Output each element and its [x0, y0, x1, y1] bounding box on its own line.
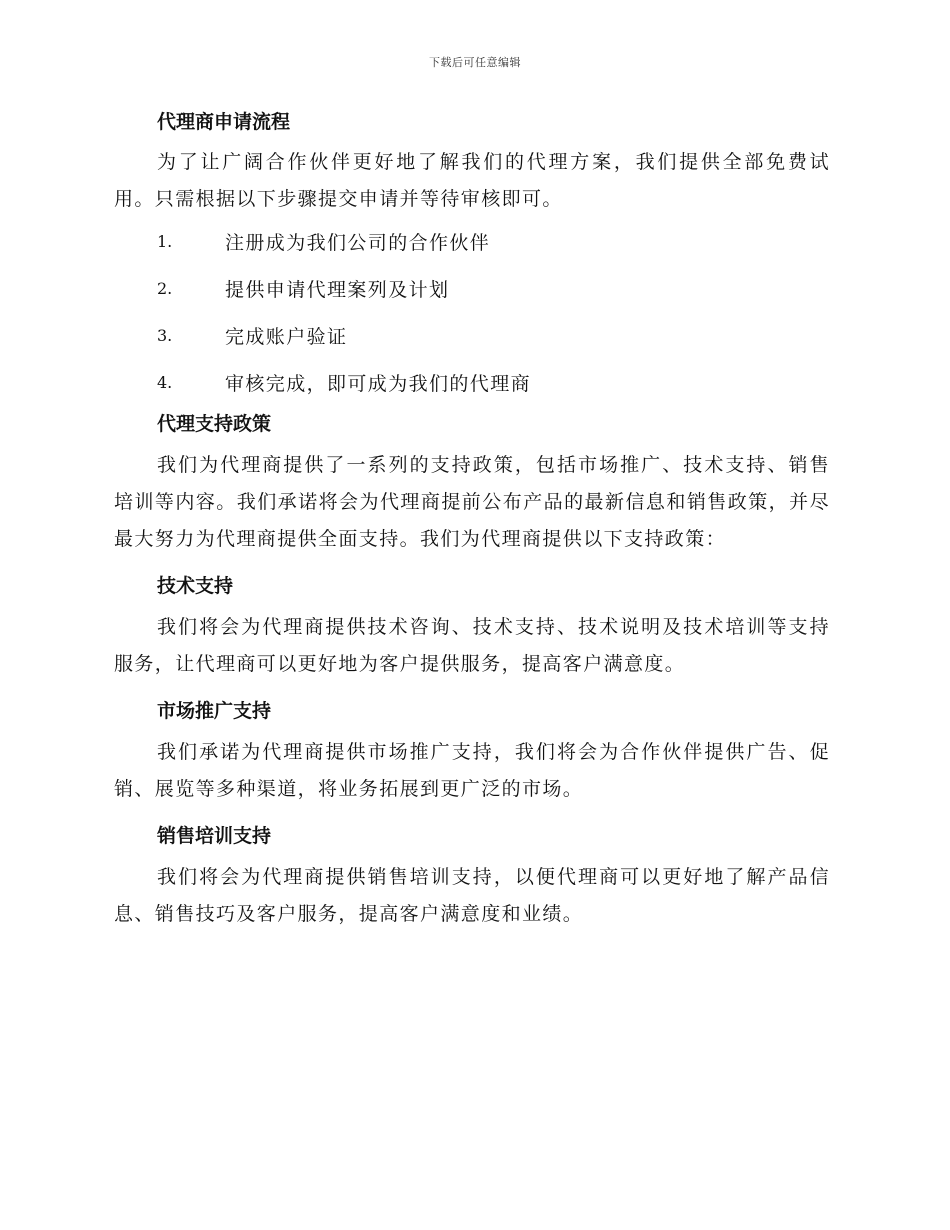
- policy-paragraph: 我们为代理商提供了一系列的支持政策，包括市场推广、技术支持、销售培训等内容。我们承诺将会为代理商提前公布产品的最新信息和销售政策，并尽最大努力为代理商提供全面支持。我们为代理商提供以下支持政策：: [114, 454, 830, 550]
- sales-paragraph: 我们将会为代理商提供销售培训支持，以便代理商可以更好地了解产品信息、销售技巧及客户服务，提高客户满意度和业绩。: [114, 866, 830, 925]
- section-title-apply: 代理商申请流程: [157, 111, 291, 133]
- list-item: [157, 218, 830, 265]
- list-item-number: 2.: [157, 279, 173, 298]
- tech-paragraph: 我们将会为代理商提供技术咨询、技术支持、技术说明及技术培训等支持服务，让代理商可以更好地为客户提供服务，提高客户满意度。: [114, 616, 830, 675]
- apply-steps-list: [114, 218, 830, 406]
- list-item: [157, 359, 830, 406]
- list-item-number: 3.: [157, 326, 173, 345]
- section-title-tech: 技术支持: [157, 575, 234, 597]
- section-title-sales: 销售培训支持: [157, 825, 272, 847]
- list-item: [157, 265, 830, 312]
- page-header-note: 下载后可任意编辑: [429, 56, 521, 69]
- document-body: [114, 108, 830, 933]
- section-title-policy: 代理支持政策: [157, 413, 272, 435]
- list-item-text: 提供申请代理案列及计划: [225, 279, 450, 301]
- list-item-text: 审核完成，即可成为我们的代理商: [225, 373, 532, 395]
- list-item-number: 4.: [157, 373, 173, 392]
- list-item: [157, 312, 830, 359]
- market-paragraph: 我们承诺为代理商提供市场推广支持，我们将会为合作伙伴提供广告、促销、展览等多种渠道，将业务拓展到更广泛的市场。: [114, 741, 830, 800]
- apply-intro-paragraph: 为了让广阔合作伙伴更好地了解我们的代理方案，我们提供全部免费试用。只需根据以下步骤提交申请并等待审核即可。: [114, 151, 830, 210]
- section-title-market: 市场推广支持: [157, 700, 272, 722]
- list-item-text: 完成账户验证: [225, 326, 348, 348]
- list-item-number: 1.: [157, 232, 173, 251]
- list-item-text: 注册成为我们公司的合作伙伴: [225, 232, 491, 254]
